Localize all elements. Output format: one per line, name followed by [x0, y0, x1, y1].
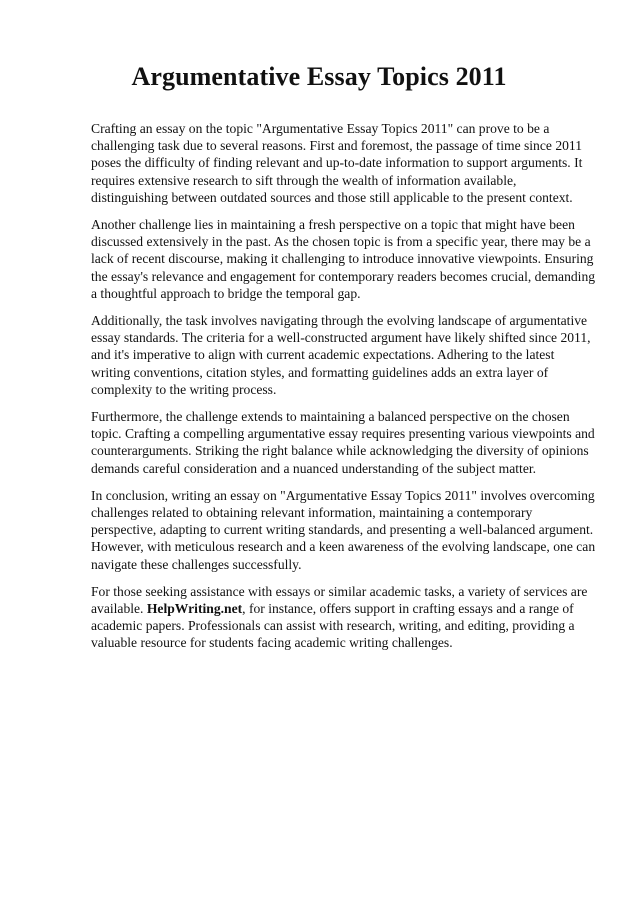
- document-body: [91, 120, 596, 662]
- paragraph-balanced-perspective: Furthermore, the challenge extends to maintaining a balanced perspective on the chosen topic. Crafting a compelling argumentative essay requires presenting various viewpoints and counterarguments. Striking the right balance while acknowledging the diversity of opinions demands careful consideration and a nuanced understanding of the subject matter.: [91, 409, 595, 476]
- paragraph-evolving-standards: Additionally, the task involves navigating through the evolving landscape of argumentative essay standards. The criteria for a well-constructed argument have likely shifted since 2011, and it's imperative to align with current academic expectations. Adhering to the latest writing conventions, citation styles, and formatting guidelines adds an extra layer of complexity to the writing process.: [91, 313, 591, 397]
- assistance-text-before: For those seeking assistance with essays or similar academic tasks, a variety of services are available.: [91, 583, 588, 617]
- paragraph-fresh-perspective: Another challenge lies in maintaining a fresh perspective on a topic that might have been discussed extensively in the past. As the chosen topic is from a specific year, there may be a lack of recent discourse, making it challenging to introduce innovative viewpoints. Ensuring the essay's relevance and engagement for contemporary readers becomes crucial, demanding a thoughtful approach to bridge the temporal gap.: [91, 217, 596, 301]
- paragraph-conclusion: In conclusion, writing an essay on "Argumentative Essay Topics 2011" involves overcoming challenges related to obtaining relevant information, maintaining a contemporary perspective, adapting to current writing standards, and presenting a well-balanced argument. However, with meticulous research and a keen awareness of the evolving landscape, one can navigate these challenges successfully.: [91, 487, 596, 572]
- brand-name: HelpWriting.net: [146, 601, 243, 617]
- document-title: Argumentative Essay Topics 2011: [131, 62, 507, 91]
- paragraph-assistance: [91, 583, 596, 652]
- assistance-text-after: , for instance, offers support in crafting essays and a range of academic papers. Professionals can assist with research, writing, and editing, providing a valuable resource for students facing academic writing challenges.: [91, 601, 575, 651]
- paragraph-intro: Crafting an essay on the topic "Argumentative Essay Topics 2011" can prove to be a challenging task due to several reasons. First and foremost, the passage of time since 2011 poses the difficulty of finding relevant and up-to-date information to support arguments. It requires extensive research to sift through the wealth of information available, distinguishing between outdated sources and those still applicable to the present context.: [91, 121, 583, 205]
